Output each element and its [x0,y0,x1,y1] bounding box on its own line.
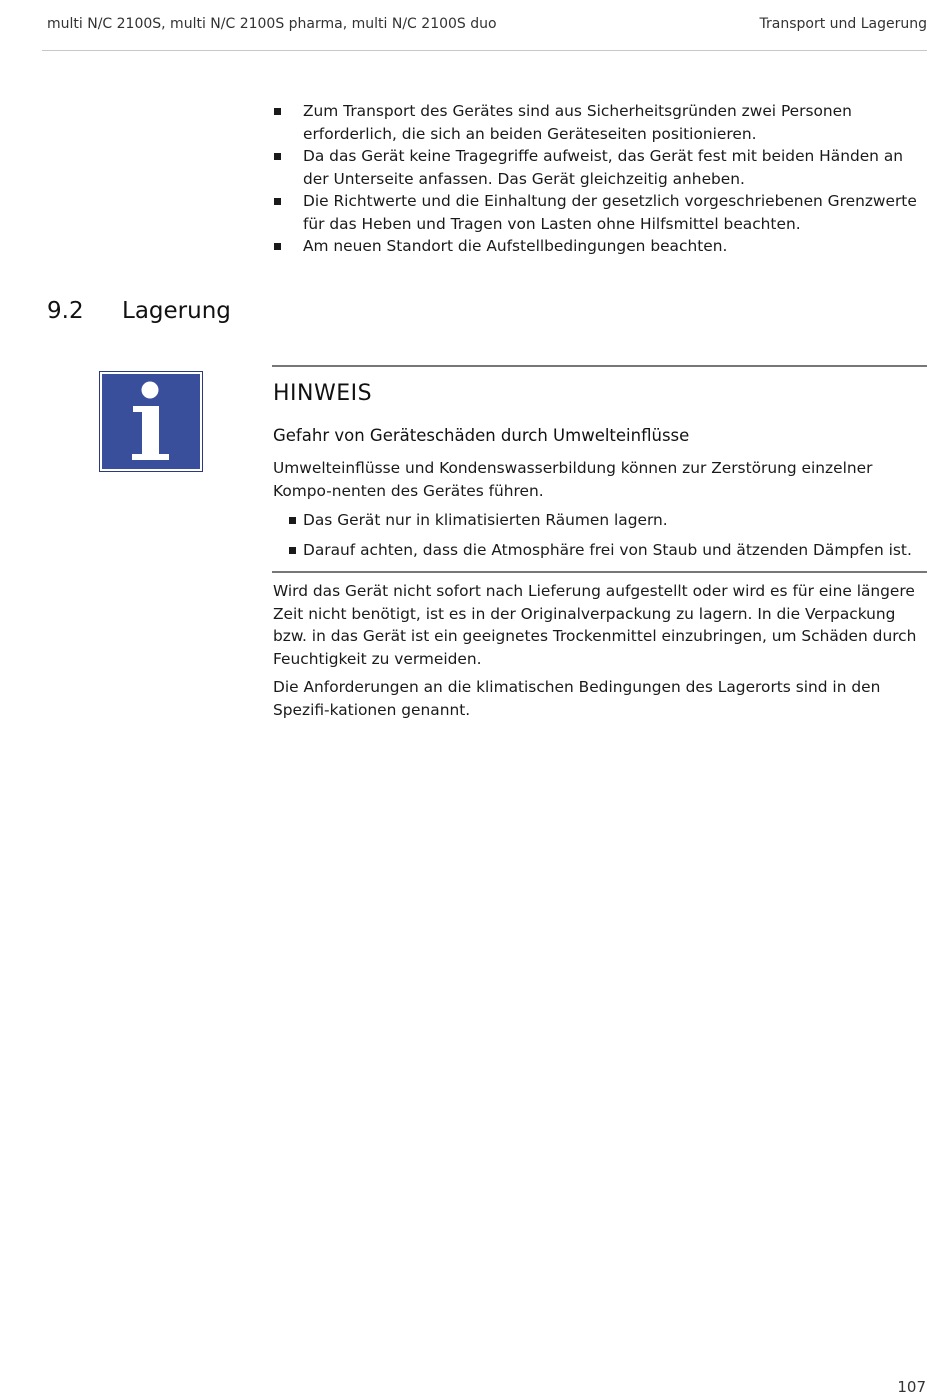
list-item [272,190,927,235]
bullet-square-icon [274,243,281,250]
page-header [42,0,927,51]
info-icon [99,371,203,472]
header-chapter-title: Transport und Lagerung [759,16,927,32]
bullet-square-icon [274,198,281,205]
list-item-text: Das Gerät nur in klimatisierten Räumen lagern. [303,511,668,529]
list-item-text: Zum Transport des Gerätes sind aus Sicherheitsgründen zwei Personen erforderlich, die sich an beiden Geräteseiten positionieren. [303,102,852,143]
list-item [273,539,923,562]
bullet-square-icon [274,153,281,160]
list-item [272,235,927,258]
body-paragraph: Die Anforderungen an die klimatischen Bedingungen des Lagerorts sind in den Spezifi-kationen genannt. [273,678,881,719]
bullet-square-icon [274,108,281,115]
list-item [273,509,923,532]
section-title: Lagerung [122,298,231,324]
list-item-text: Am neuen Standort die Aufstellbedingungen beachten. [303,237,728,255]
transport-bullet-list [272,100,927,258]
list-item-text: Darauf achten, dass die Atmosphäre frei von Staub und ätzenden Dämpfen ist. [303,541,912,559]
bullet-square-icon [289,547,296,554]
header-document-title: multi N/C 2100S, multi N/C 2100S pharma, multi N/C 2100S duo [47,16,497,32]
list-item [272,145,927,190]
list-item-text: Die Richtwerte und die Einhaltung der gesetzlich vorgeschriebenen Grenzwerte für das Heben und Tragen von Lasten ohne Hilfsmittel beachten. [303,192,917,233]
section-heading [47,298,231,324]
notice-title: HINWEIS [273,381,373,406]
section-number: 9.2 [47,298,84,324]
list-item [272,100,927,145]
list-item-text: Da das Gerät keine Tragegriffe aufweist, das Gerät fest mit beiden Händen an der Unterseite anfassen. Das Gerät gleichzeitig anheben. [303,147,904,188]
notice-text: Umwelteinflüsse und Kondenswasserbildung können zur Zerstörung einzelner Kompo-nenten des Gerätes führen. [273,459,873,500]
notice-bottom-rule [272,571,927,573]
bullet-square-icon [289,517,296,524]
body-paragraph: Wird das Gerät nicht sofort nach Lieferung aufgestellt oder wird es für eine längere Zeit nicht benötigt, ist es in der Originalverpackung zu lagern. In die Verpackung bzw. in das Gerät ist ein geeignetes Trockenmittel einzubringen, um Schäden durch Feuchtigkeit zu vermeiden. [273,582,917,668]
notice-top-rule [272,365,927,367]
notice-subtitle: Gefahr von Geräteschäden durch Umwelteinflüsse [273,426,690,445]
page-number: 107 [897,1378,926,1396]
notice-list [273,509,923,569]
